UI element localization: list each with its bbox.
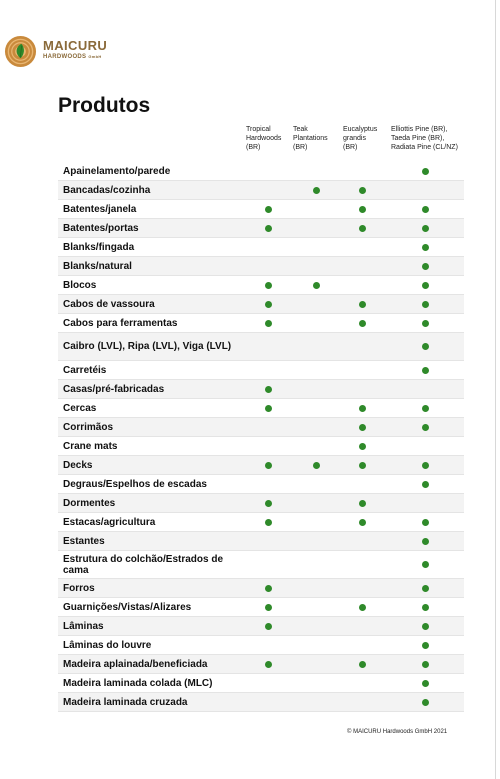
- availability-dot-col-4: [422, 642, 429, 649]
- availability-dot-col-4: [422, 561, 429, 568]
- table-row: [58, 532, 464, 551]
- table-row: [58, 219, 464, 238]
- availability-dot-col-4: [422, 282, 429, 289]
- availability-dot-col-2: [313, 462, 320, 469]
- availability-dot-col-1: [265, 225, 272, 232]
- availability-dot-col-4: [422, 168, 429, 175]
- availability-dot-col-4: [422, 367, 429, 374]
- table-row: [58, 418, 464, 437]
- availability-dot-col-4: [422, 623, 429, 630]
- row-label: Cercas: [63, 402, 97, 414]
- company-logo: [4, 35, 114, 69]
- availability-dot-col-2: [313, 282, 320, 289]
- availability-dot-col-4: [422, 661, 429, 668]
- availability-dot-col-4: [422, 585, 429, 592]
- table-row: [58, 598, 464, 617]
- availability-dot-col-1: [265, 500, 272, 507]
- row-label: Caibro (LVL), Ripa (LVL), Viga (LVL): [63, 341, 232, 352]
- row-label: Batentes/janela: [63, 203, 137, 215]
- column-header-4: Elliottis Pine (BR), Taeda Pine (BR), Radiata Pine (CL/NZ): [391, 126, 458, 151]
- availability-dot-col-3: [359, 206, 366, 213]
- row-label: Crane mats: [63, 440, 118, 452]
- row-label: Degraus/Espelhos de escadas: [63, 478, 207, 490]
- availability-dot-col-4: [422, 699, 429, 706]
- availability-dot-col-3: [359, 661, 366, 668]
- availability-dot-col-3: [359, 462, 366, 469]
- table-row: [58, 181, 464, 200]
- row-label: Carretéis: [63, 364, 107, 376]
- availability-dot-col-4: [422, 206, 429, 213]
- availability-dot-col-3: [359, 225, 366, 232]
- table-row: [58, 399, 464, 418]
- wood-log-icon: [4, 35, 37, 68]
- table-row: [58, 655, 464, 674]
- availability-dot-col-1: [265, 301, 272, 308]
- availability-dot-col-1: [265, 604, 272, 611]
- row-label: Madeira laminada colada (MLC): [63, 677, 213, 689]
- brand-subtitle-text: HARDWOODS: [43, 54, 87, 60]
- availability-dot-col-1: [265, 462, 272, 469]
- row-label: Casas/pré-fabricadas: [63, 383, 165, 395]
- row-label: Blanks/fingada: [63, 241, 135, 253]
- row-label: Batentes/portas: [63, 222, 139, 234]
- availability-dot-col-3: [359, 320, 366, 327]
- availability-dot-col-1: [265, 405, 272, 412]
- table-row: [58, 361, 464, 380]
- row-label: Bancadas/cozinha: [63, 184, 151, 196]
- availability-dot-col-3: [359, 424, 366, 431]
- availability-dot-col-4: [422, 519, 429, 526]
- availability-dot-col-3: [359, 519, 366, 526]
- row-label: Corrimãos: [63, 421, 114, 433]
- table-row: [58, 276, 464, 295]
- table-row: [58, 437, 464, 456]
- availability-dot-col-1: [265, 386, 272, 393]
- availability-dot-col-4: [422, 405, 429, 412]
- column-header-3: Eucalyptus grandis (BR): [343, 126, 378, 151]
- row-label: Blocos: [63, 279, 97, 291]
- row-label: Estacas/agricultura: [63, 516, 156, 528]
- availability-dot-col-1: [265, 661, 272, 668]
- row-label: Cabos de vassoura: [63, 298, 155, 310]
- brand-suffix: GmbH: [88, 54, 102, 59]
- table-row: [58, 475, 464, 494]
- table-row: [58, 162, 464, 181]
- row-label: Madeira laminada cruzada: [63, 696, 188, 708]
- row-label: Madeira aplainada/beneficiada: [63, 658, 208, 670]
- brand-name: MAICURU: [43, 38, 108, 53]
- availability-dot-col-4: [422, 244, 429, 251]
- row-label: Lâminas: [63, 620, 104, 632]
- row-label: Forros: [63, 582, 95, 594]
- table-row: [58, 494, 464, 513]
- table-row: [58, 674, 464, 693]
- availability-dot-col-4: [422, 343, 429, 350]
- table-row: [58, 693, 464, 712]
- products-table: [58, 162, 464, 712]
- availability-dot-col-4: [422, 538, 429, 545]
- availability-dot-col-4: [422, 263, 429, 270]
- availability-dot-col-4: [422, 424, 429, 431]
- brand-subtitle: [43, 54, 102, 60]
- availability-dot-col-1: [265, 206, 272, 213]
- availability-dot-col-1: [265, 623, 272, 630]
- table-row: [58, 456, 464, 475]
- availability-dot-col-1: [265, 519, 272, 526]
- availability-dot-col-4: [422, 462, 429, 469]
- row-label: Dormentes: [63, 497, 116, 509]
- copyright-footer: © MAICURU Hardwoods GmbH 2021: [347, 729, 448, 735]
- row-label: Lâminas do louvre: [63, 639, 152, 651]
- row-label: Guarnições/Vistas/Alizares: [63, 601, 192, 613]
- page-title: Produtos: [58, 94, 151, 117]
- table-row: [58, 551, 464, 579]
- availability-dot-col-3: [359, 405, 366, 412]
- row-label: Estantes: [63, 535, 105, 547]
- availability-dot-col-3: [359, 500, 366, 507]
- table-row: [58, 295, 464, 314]
- column-header-1: Tropical Hardwoods (BR): [246, 126, 282, 151]
- table-row: [58, 238, 464, 257]
- table-row: [58, 579, 464, 598]
- table-row: [58, 333, 464, 361]
- row-label: Blanks/natural: [63, 260, 132, 272]
- column-header-2: Teak Plantations (BR): [293, 126, 328, 151]
- table-row: [58, 617, 464, 636]
- availability-dot-col-3: [359, 187, 366, 194]
- availability-dot-col-2: [313, 187, 320, 194]
- availability-dot-col-3: [359, 301, 366, 308]
- table-row: [58, 314, 464, 333]
- table-row: [58, 636, 464, 655]
- row-label: Cabos para ferramentas: [63, 317, 178, 329]
- table-row: [58, 257, 464, 276]
- availability-dot-col-4: [422, 481, 429, 488]
- page-edge-line: [495, 0, 496, 779]
- availability-dot-col-3: [359, 604, 366, 611]
- availability-dot-col-1: [265, 282, 272, 289]
- table-row: [58, 200, 464, 219]
- availability-dot-col-3: [359, 443, 366, 450]
- availability-dot-col-4: [422, 604, 429, 611]
- availability-dot-col-4: [422, 320, 429, 327]
- availability-dot-col-1: [265, 320, 272, 327]
- availability-dot-col-1: [265, 585, 272, 592]
- table-row: [58, 380, 464, 399]
- table-row: [58, 513, 464, 532]
- availability-dot-col-4: [422, 680, 429, 687]
- row-label: Decks: [63, 459, 93, 471]
- row-label: Estrutura do colchão/Estrados de cama: [63, 553, 224, 576]
- availability-dot-col-4: [422, 301, 429, 308]
- row-label: Apainelamento/parede: [63, 165, 171, 177]
- availability-dot-col-4: [422, 225, 429, 232]
